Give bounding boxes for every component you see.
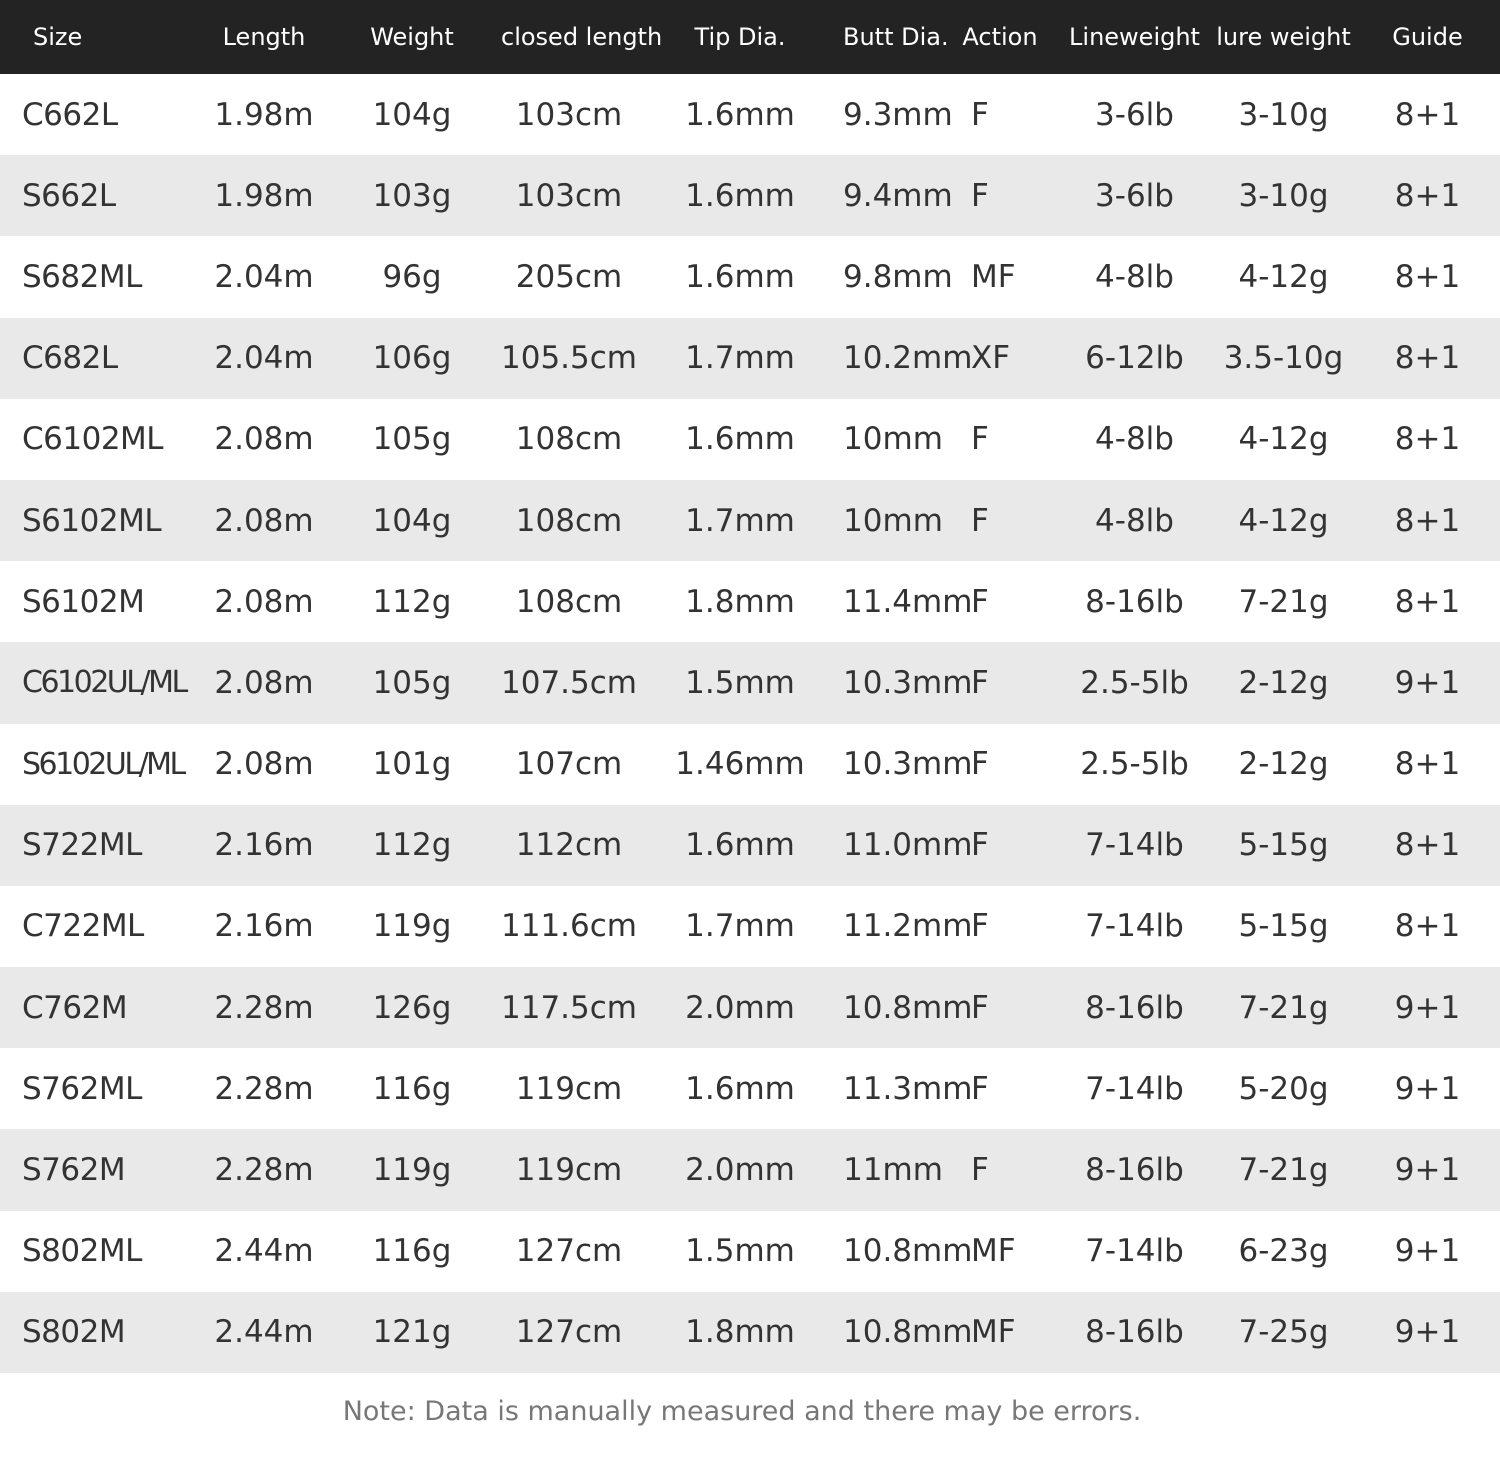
cell-guide: 8+1 <box>1394 340 1461 377</box>
cell-length: 2.08m <box>214 421 314 458</box>
table-row <box>0 642 1500 723</box>
cell-weight: 101g <box>372 746 452 783</box>
cell-action: F <box>971 1070 989 1107</box>
cell-action: F <box>971 583 989 620</box>
cell-length: 2.44m <box>214 1314 314 1351</box>
cell-action: F <box>971 96 989 133</box>
cell-lineweight: 8-16lb <box>1085 1314 1184 1351</box>
cell-size: S802ML <box>22 1233 142 1270</box>
header-butt-dia: Butt Dia. <box>843 23 949 51</box>
cell-closed-length: 107cm <box>515 746 623 783</box>
cell-butt-dia: 9.4mm <box>843 177 953 214</box>
cell-size: C6102UL/ML <box>22 665 186 701</box>
table-row <box>0 236 1500 317</box>
cell-lineweight: 3-6lb <box>1095 177 1174 214</box>
cell-butt-dia: 11.0mm <box>843 827 973 864</box>
cell-closed-length: 111.6cm <box>501 908 637 945</box>
cell-lure-weight: 3-10g <box>1238 177 1329 214</box>
header-lineweight: Lineweight <box>1069 23 1200 51</box>
table-row <box>0 886 1500 967</box>
cell-guide: 8+1 <box>1394 177 1461 214</box>
table-row <box>0 1211 1500 1292</box>
cell-lineweight: 7-14lb <box>1085 908 1184 945</box>
cell-lure-weight: 7-21g <box>1238 583 1329 620</box>
cell-tip-dia: 1.7mm <box>685 340 795 377</box>
cell-tip-dia: 1.7mm <box>685 502 795 539</box>
cell-weight: 104g <box>372 96 452 133</box>
cell-closed-length: 108cm <box>515 421 623 458</box>
header-row <box>0 0 1500 74</box>
cell-butt-dia: 11mm <box>843 1152 943 1189</box>
table-row <box>0 724 1500 805</box>
cell-tip-dia: 1.8mm <box>685 583 795 620</box>
cell-butt-dia: 10.3mm <box>843 664 973 701</box>
cell-closed-length: 105.5cm <box>501 340 637 377</box>
cell-tip-dia: 1.5mm <box>685 1233 795 1270</box>
cell-butt-dia: 11.2mm <box>843 908 973 945</box>
cell-length: 2.08m <box>214 664 314 701</box>
cell-guide: 8+1 <box>1394 258 1461 295</box>
cell-guide: 9+1 <box>1394 664 1461 701</box>
cell-length: 2.08m <box>214 583 314 620</box>
header-weight: Weight <box>370 23 454 51</box>
cell-guide: 8+1 <box>1394 96 1461 133</box>
header-lure-weight: lure weight <box>1216 23 1351 51</box>
table-row <box>0 805 1500 886</box>
table-row <box>0 155 1500 236</box>
cell-weight: 105g <box>372 421 452 458</box>
cell-butt-dia: 10.2mm <box>843 340 973 377</box>
table-row <box>0 399 1500 480</box>
cell-lure-weight: 7-21g <box>1238 1152 1329 1189</box>
cell-size: C6102ML <box>22 421 164 458</box>
table-row <box>0 967 1500 1048</box>
cell-lure-weight: 5-15g <box>1238 827 1329 864</box>
cell-length: 2.08m <box>214 502 314 539</box>
cell-size: S802M <box>22 1314 126 1351</box>
cell-action: F <box>971 827 989 864</box>
cell-guide: 8+1 <box>1394 908 1461 945</box>
cell-action: MF <box>971 1314 1016 1351</box>
cell-tip-dia: 1.46mm <box>675 746 805 783</box>
cell-size: S762M <box>22 1152 126 1189</box>
cell-size: S6102ML <box>22 502 162 539</box>
cell-lure-weight: 4-12g <box>1238 421 1329 458</box>
cell-action: F <box>971 502 989 539</box>
cell-butt-dia: 10.8mm <box>843 1233 973 1270</box>
cell-guide: 8+1 <box>1394 502 1461 539</box>
table-row <box>0 561 1500 642</box>
cell-closed-length: 112cm <box>515 827 623 864</box>
cell-action: F <box>971 1152 989 1189</box>
cell-weight: 121g <box>372 1314 452 1351</box>
cell-closed-length: 127cm <box>515 1233 623 1270</box>
cell-action: F <box>971 989 989 1026</box>
cell-size: C722ML <box>22 908 144 945</box>
cell-action: MF <box>971 258 1016 295</box>
cell-tip-dia: 1.7mm <box>685 908 795 945</box>
cell-size: S762ML <box>22 1070 142 1107</box>
cell-size: C682L <box>22 340 118 377</box>
cell-lure-weight: 3.5-10g <box>1223 340 1344 377</box>
cell-size: S6102UL/ML <box>22 746 184 782</box>
cell-guide: 9+1 <box>1394 1152 1461 1189</box>
cell-lure-weight: 7-21g <box>1238 989 1329 1026</box>
cell-length: 2.16m <box>214 827 314 864</box>
header-length: Length <box>222 23 306 51</box>
cell-weight: 119g <box>372 1152 452 1189</box>
cell-action: F <box>971 177 989 214</box>
cell-butt-dia: 10mm <box>843 421 943 458</box>
cell-butt-dia: 11.3mm <box>843 1070 973 1107</box>
cell-butt-dia: 10mm <box>843 502 943 539</box>
cell-weight: 104g <box>372 502 452 539</box>
cell-closed-length: 103cm <box>515 177 623 214</box>
cell-lure-weight: 5-20g <box>1238 1070 1329 1107</box>
cell-size: S722ML <box>22 827 142 864</box>
cell-size: C762M <box>22 989 128 1026</box>
header-action: Action <box>962 23 1038 51</box>
cell-closed-length: 117.5cm <box>501 989 637 1026</box>
cell-action: XF <box>971 340 1011 377</box>
cell-closed-length: 205cm <box>515 258 623 295</box>
header-closed-length: closed length <box>501 23 663 51</box>
cell-butt-dia: 11.4mm <box>843 583 973 620</box>
cell-closed-length: 119cm <box>515 1152 623 1189</box>
cell-guide: 8+1 <box>1394 421 1461 458</box>
cell-tip-dia: 2.0mm <box>685 1152 795 1189</box>
cell-lineweight: 2.5-5lb <box>1080 664 1189 701</box>
cell-weight: 119g <box>372 908 452 945</box>
cell-tip-dia: 1.6mm <box>685 421 795 458</box>
cell-size: S6102M <box>22 583 145 620</box>
cell-length: 2.04m <box>214 340 314 377</box>
cell-action: MF <box>971 1233 1016 1270</box>
cell-guide: 9+1 <box>1394 1233 1461 1270</box>
cell-action: F <box>971 746 989 783</box>
cell-lineweight: 4-8lb <box>1095 421 1174 458</box>
cell-tip-dia: 1.6mm <box>685 827 795 864</box>
cell-butt-dia: 9.3mm <box>843 96 953 133</box>
cell-lure-weight: 7-25g <box>1238 1314 1329 1351</box>
cell-guide: 9+1 <box>1394 1070 1461 1107</box>
cell-lure-weight: 3-10g <box>1238 96 1329 133</box>
cell-tip-dia: 1.8mm <box>685 1314 795 1351</box>
cell-length: 2.08m <box>214 746 314 783</box>
cell-lineweight: 4-8lb <box>1095 258 1174 295</box>
cell-length: 2.44m <box>214 1233 314 1270</box>
cell-butt-dia: 10.8mm <box>843 1314 973 1351</box>
table-row <box>0 1129 1500 1210</box>
cell-lineweight: 7-14lb <box>1085 827 1184 864</box>
cell-size: C662L <box>22 96 118 133</box>
cell-lineweight: 6-12lb <box>1085 340 1184 377</box>
cell-tip-dia: 1.6mm <box>685 96 795 133</box>
cell-lineweight: 2.5-5lb <box>1080 746 1189 783</box>
footnote: Note: Data is manually measured and there may be errors. <box>342 1396 1142 1427</box>
cell-butt-dia: 10.3mm <box>843 746 973 783</box>
cell-guide: 8+1 <box>1394 583 1461 620</box>
table-row <box>0 480 1500 561</box>
cell-action: F <box>971 664 989 701</box>
cell-lineweight: 7-14lb <box>1085 1070 1184 1107</box>
cell-weight: 126g <box>372 989 452 1026</box>
table-row <box>0 74 1500 155</box>
cell-lineweight: 8-16lb <box>1085 1152 1184 1189</box>
cell-length: 2.28m <box>214 989 314 1026</box>
cell-lineweight: 7-14lb <box>1085 1233 1184 1270</box>
cell-lineweight: 8-16lb <box>1085 989 1184 1026</box>
cell-lure-weight: 4-12g <box>1238 258 1329 295</box>
cell-lure-weight: 5-15g <box>1238 908 1329 945</box>
cell-weight: 116g <box>372 1070 452 1107</box>
cell-lineweight: 4-8lb <box>1095 502 1174 539</box>
cell-weight: 105g <box>372 664 452 701</box>
cell-size: S662L <box>22 177 116 214</box>
cell-tip-dia: 1.6mm <box>685 177 795 214</box>
cell-weight: 116g <box>372 1233 452 1270</box>
cell-closed-length: 107.5cm <box>501 664 637 701</box>
cell-length: 1.98m <box>214 177 314 214</box>
cell-closed-length: 108cm <box>515 502 623 539</box>
header-guide: Guide <box>1392 23 1463 51</box>
cell-lure-weight: 4-12g <box>1238 502 1329 539</box>
cell-butt-dia: 9.8mm <box>843 258 953 295</box>
cell-length: 2.28m <box>214 1152 314 1189</box>
table-row <box>0 318 1500 399</box>
cell-lineweight: 8-16lb <box>1085 583 1184 620</box>
cell-closed-length: 127cm <box>515 1314 623 1351</box>
table-row <box>0 1048 1500 1129</box>
cell-weight: 106g <box>372 340 452 377</box>
cell-size: S682ML <box>22 258 142 295</box>
cell-guide: 8+1 <box>1394 746 1461 783</box>
cell-weight: 112g <box>372 827 452 864</box>
cell-weight: 103g <box>372 177 452 214</box>
cell-weight: 96g <box>382 258 442 295</box>
cell-guide: 8+1 <box>1394 827 1461 864</box>
cell-guide: 9+1 <box>1394 1314 1461 1351</box>
table-row <box>0 1292 1500 1373</box>
cell-length: 2.28m <box>214 1070 314 1107</box>
header-tip-dia: Tip Dia. <box>694 23 786 51</box>
cell-closed-length: 119cm <box>515 1070 623 1107</box>
cell-butt-dia: 10.8mm <box>843 989 973 1026</box>
cell-lure-weight: 6-23g <box>1238 1233 1329 1270</box>
cell-weight: 112g <box>372 583 452 620</box>
cell-action: F <box>971 421 989 458</box>
cell-lure-weight: 2-12g <box>1238 746 1329 783</box>
cell-lure-weight: 2-12g <box>1238 664 1329 701</box>
cell-closed-length: 108cm <box>515 583 623 620</box>
cell-length: 2.04m <box>214 258 314 295</box>
cell-tip-dia: 1.6mm <box>685 258 795 295</box>
cell-tip-dia: 2.0mm <box>685 989 795 1026</box>
cell-action: F <box>971 908 989 945</box>
cell-length: 2.16m <box>214 908 314 945</box>
table-body <box>0 74 1500 1373</box>
cell-tip-dia: 1.6mm <box>685 1070 795 1107</box>
cell-lineweight: 3-6lb <box>1095 96 1174 133</box>
cell-guide: 9+1 <box>1394 989 1461 1026</box>
cell-tip-dia: 1.5mm <box>685 664 795 701</box>
cell-closed-length: 103cm <box>515 96 623 133</box>
cell-length: 1.98m <box>214 96 314 133</box>
header-size: Size <box>33 23 83 51</box>
